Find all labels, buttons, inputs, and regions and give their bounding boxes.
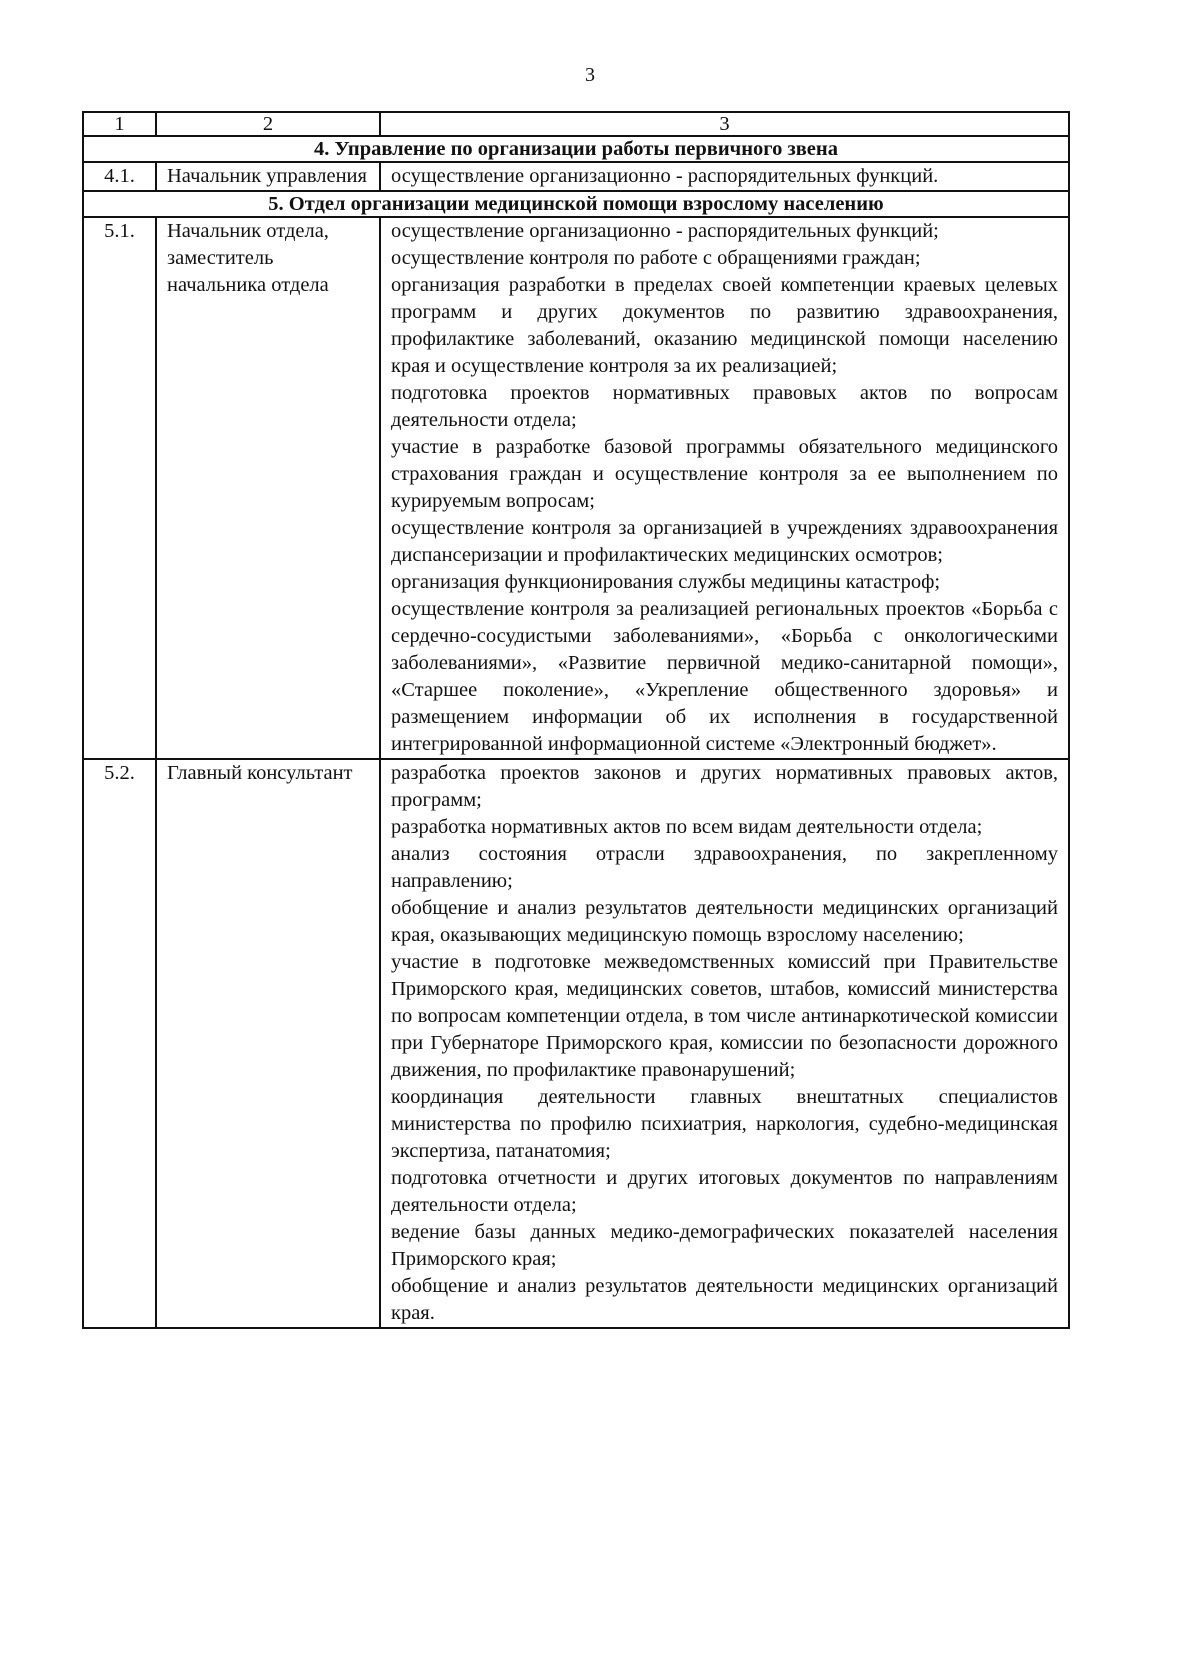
section-heading-row [83, 191, 1069, 217]
functions-cell [380, 759, 1069, 1328]
table-row [83, 162, 1069, 191]
function-item: подготовка отчетности и других итоговых документов по направлениям деятельности отдела; [391, 1167, 1058, 1216]
function-item: осуществление контроля по работе с обращениями граждан; [391, 247, 921, 269]
function-item: организация функционирования службы медицины катастроф; [391, 571, 941, 593]
column-header-3: 3 [380, 112, 1069, 136]
section-heading-row [83, 136, 1069, 162]
duties-table [82, 111, 1070, 1329]
function-item: координация деятельности главных внештатных специалистов министерства по профилю психиатрия, наркология, судебно-медицинская экспертиза, патанатомия; [391, 1086, 1058, 1162]
function-item: осуществление контроля за организацией в учреждениях здравоохранения диспансеризации и профилактических медицинских осмотров; [391, 517, 1058, 566]
position-title: Главный консультант [156, 759, 380, 1328]
function-item: организация разработки в пределах своей компетенции краевых целевых программ и других документов по развитию здравоохранения, профилактике заболеваний, оказанию медицинской помощи населению края и осуществление контроля за их реализацией; [391, 274, 1058, 377]
column-header-1: 1 [83, 112, 156, 136]
row-number: 5.1. [83, 217, 156, 759]
page-number: 3 [585, 64, 595, 86]
table-header-row [83, 112, 1069, 136]
section-title: 4. Управление по организации работы первичного звена [83, 136, 1069, 162]
function-item: разработка нормативных актов по всем видам деятельности отдела; [391, 816, 983, 838]
function-item: участие в подготовке межведомственных комиссий при Правительстве Приморского края, медицинских советов, штабов, комиссий министерства по вопросам компетенции отдела, в том числе антинаркотической комиссии при Губернаторе Приморского края, комиссии по безопасности дорожного движения, по профилактике правонарушений; [391, 951, 1058, 1081]
row-number: 4.1. [83, 162, 156, 191]
function-item: участие в разработке базовой программы обязательного медицинского страхования граждан и осуществление контроля за ее выполнением по курируемым вопросам; [391, 436, 1058, 512]
functions-cell [380, 217, 1069, 759]
position-title: Начальник управления [156, 162, 380, 191]
table-row [83, 759, 1069, 1328]
function-item: осуществление организационно - распорядительных функций; [391, 220, 939, 242]
function-item: анализ состояния отрасли здравоохранения, по закрепленному направлению; [391, 843, 1058, 892]
function-item: разработка проектов законов и других нормативных правовых актов, программ; [391, 762, 1058, 811]
function-item: подготовка проектов нормативных правовых актов по вопросам деятельности отдела; [391, 382, 1058, 431]
functions-cell [380, 162, 1069, 191]
function-item: осуществление контроля за реализацией региональных проектов «Борьба с сердечно-сосудистыми заболеваниями», «Борьба с онкологическими заболеваниями», «Развитие первичной медико-санитарной помощи», «Старшее поколение», «Укрепление общественного здоровья» и размещением информации об их исполнения в государственной интегрированной информационной системе «Электронный бюджет». [391, 598, 1058, 755]
table-row [83, 217, 1069, 759]
section-title: 5. Отдел организации медицинской помощи взрослому населению [83, 191, 1069, 217]
row-number: 5.2. [83, 759, 156, 1328]
function-item: ведение базы данных медико-демографических показателей населения Приморского края; [391, 1221, 1058, 1270]
column-header-2: 2 [156, 112, 380, 136]
position-title: Начальник отдела, заместитель начальника отдела [156, 217, 380, 759]
function-item: обобщение и анализ результатов деятельности медицинских организаций края, оказывающих медицинскую помощь взрослому населению; [391, 897, 1058, 946]
function-item: обобщение и анализ результатов деятельности медицинских организаций края. [391, 1275, 1058, 1324]
function-item: осуществление организационно - распорядительных функций. [391, 165, 939, 187]
